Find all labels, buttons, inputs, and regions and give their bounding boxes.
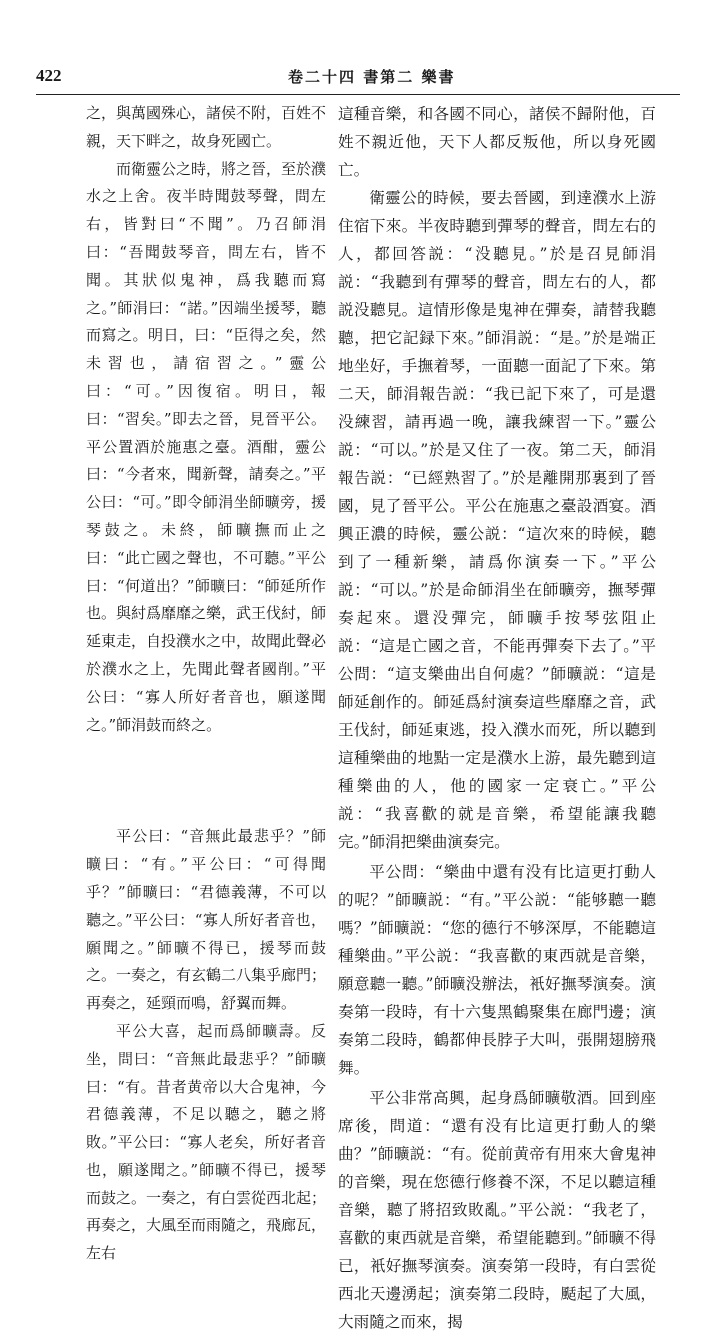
translation-column (338, 100, 656, 1336)
paragraph-gap (86, 739, 326, 823)
classical-paragraph: 平公大喜，起而爲師曠壽。反坐，問曰：“音無此最悲乎？”師曠曰：“有。昔者黄帝以大合鬼神，今君德義薄，不足以聽之，聽之將敗。”平公曰：“寡人老矣，所好者音也，願遂聞之。”師曠不得已，援琴而鼓之。一奏之，有白雲從西北起；再奏之，大風至而雨隨之，飛廊瓦，左右 (86, 1021, 326, 1263)
classical-paragraph: 而衛靈公之時，將之晉，至於濮水之上舍。夜半時聞鼓琴聲，問左右，皆對曰“不聞”。乃召師涓曰：“吾聞鼓琴音，問左右，皆不聞。其狀似鬼神，爲我聽而寫之。”師涓曰：“諾。”因端坐援琴，聽而寫之。明日，曰：“臣得之矣，然未習也，請宿習之。”靈公曰：“可。”因復宿。明日，報曰：“習矣。”即去之晉，見晉平公。平公置酒於施惠之臺。酒酣，靈公曰：“今者來，聞新聲，請奏之。”平公曰：“可。”即令師涓坐師曠旁，援琴鼓之。未終，師曠撫而止之曰：“此亡國之聲也，不可聽。”平公曰：“何道出？”師曠曰：“師延所作也。與紂爲靡靡之樂，武王伐紂，師延東走，自投濮水之中，故聞此聲必於濮水之上，先聞此聲者國削。”平公曰：“寡人所好者音也，願遂聞之。”師涓鼓而終之。 (86, 159, 326, 734)
page-number: 422 (36, 66, 62, 85)
translation-paragraph: 平公非常高興，起身爲師曠敬酒。回到座席後，問道：“還有没有比這更打動人的樂曲？”師曠説：“有。從前黄帝有用來大會鬼神的音樂，現在您德行修養不深，不足以聽這種音樂，聽了將招致敗亂。”平公説：“我老了，喜歡的東西就是音樂，希望能聽到。”師曠不得已，衹好撫琴演奏。演奏第一段時，有白雲從西北天邊湧起；演奏第二段時，颳起了大風，大雨隨之而來，揭 (338, 1089, 656, 1331)
classical-paragraph: 之，與萬國殊心，諸侯不附，百姓不親，天下畔之，故身死國亡。 (86, 104, 326, 150)
running-title: 卷二十四 書第二 樂書 (288, 68, 456, 86)
page-header (36, 64, 680, 90)
classical-paragraph: 平公曰：“音無此最悲乎？”師曠曰：“有。”平公曰：“可得聞乎？”師曠曰：“君德義薄，不可以聽之。”平公曰：“寡人所好者音也，願聞之。”師曠不得已，援琴而鼓之。一奏之，有玄鶴二八集乎廊門；再奏之，延頸而鳴，舒翼而舞。 (86, 827, 326, 1013)
translation-paragraph: 平公問：“樂曲中還有没有比這更打動人的呢？”師曠説：“有。”平公説：“能够聽一聽嗎？”師曠説：“您的德行不够深厚，不能聽這種樂曲。”平公説：“我喜歡的東西就是音樂，願意聽一聽。”師曠没辦法，衹好撫琴演奏。演奏第一段時，有十六隻黑鶴聚集在廊門邊；演奏第二段時，鶴都伸長脖子大叫，張開翅膀飛舞。 (338, 863, 656, 1077)
classical-text-column (86, 100, 326, 1268)
header-rule (36, 94, 680, 95)
translation-paragraph: 衛靈公的時候，要去晉國，到達濮水上游住宿下來。半夜時聽到彈琴的聲音，問左右的人，都回答説：“没聽見。”於是召見師涓説：“我聽到有彈琴的聲音，問左右的人，都説没聽見。這情形像是鬼神在彈奏，請替我聽聽，把它記録下來。”師涓説：“是。”於是端正地坐好，手撫着琴，一面聽一面記了下來。第二天，師涓報告説：“我已記下來了，可是還没練習，請再過一晚，讓我練習一下。”靈公説：“可以。”於是又住了一夜。第二天，師涓報告説：“已經熟習了。”於是離開那裏到了晉國，見了晉平公。平公在施惠之臺設酒宴。酒興正濃的時候，靈公説：“這次來的時候，聽到了一種新樂，請爲你演奏一下。”平公説：“可以。”於是命師涓坐在師曠旁，撫琴彈奏起來。還没彈完，師曠手按琴弦阻止説：“這是亡國之音，不能再彈奏下去了。”平公問：“這支樂曲出自何處？”師曠説：“這是師延創作的。師延爲紂演奏這些靡靡之音，武王伐紂，師延東逃，投入濮水而死，所以聽到這種樂曲的地點一定是濮水上游，最先聽到這種樂曲的人，他的國家一定衰亡。”平公説：“我喜歡的就是音樂，希望能讓我聽完。”師涓把樂曲演奏完。 (338, 189, 656, 851)
translation-paragraph: 這種音樂，和各國不同心，諸侯不歸附他，百姓不親近他，天下人都反叛他，所以身死國亡。 (338, 105, 656, 179)
